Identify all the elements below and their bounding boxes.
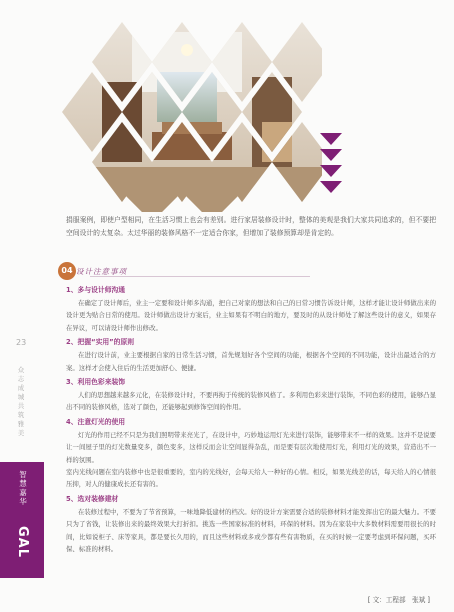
- section-divider: [90, 276, 310, 277]
- article-body: [66, 282, 436, 556]
- section-number-badge: 04: [58, 262, 76, 280]
- item-body: 在进行设计前，业主要根据自家的日常生活习惯，首先规划好各个空间的功能，根据各个空间的不同功能，设计出最适合的方案。这样才会使入住后的生活更加舒心、便捷。: [66, 351, 436, 372]
- item-heading: 4、注意灯光的使用: [66, 417, 126, 426]
- author-credit: [ 文：工程部 张斌 ]: [367, 596, 430, 604]
- item-heading: 5、选对装修建材: [66, 494, 119, 503]
- item-heading: 3、利用色彩来装饰: [66, 378, 126, 387]
- triangle-icon: [320, 178, 342, 190]
- item-heading: 2、把握“实用”的原则: [66, 338, 135, 347]
- item-body: 灯光的作用已经不只是为我们照明带来亮光了，在设计中，巧妙地运用灯光来进行装饰，能够带来不一样的效果。这并不是说要让一间屋子里的灯光数量变多，颜色变多，这样反而会让空间显得杂乱，而是要有层次地使用灯光，利用灯光的效果，营造出不一样的氛围。: [66, 430, 436, 464]
- intro-paragraph: 捐服案例，即使户型相同，在生活习惯上也会有差别。进行家居装修设计时，整体的美观是我们大家共同追求的，但不要把空间设计的太复杂。太过华丽的装修风格不一定适合你家，但增加了装修预算却是肯定的。: [66, 216, 436, 237]
- item-body: 在装修过程中，不要为了节省预算，一味地降低建材的档次。好的设计方案需要合适的装修材料才能发挥出它的最大魅力。不要只为了省钱，让装修出来的最终效果大打折扣。挑选一些国家标准的材料，环保的材料。因为在家装中大多数材料需要用很长的时间，比如说柜子、床等家具，都是要长久用的，而且这些材料或多或少都有些有害物质，在买的时候一定要考虑到环保问题，买环保、标准的材料。: [66, 507, 436, 554]
- item-heading: 1、多与设计师沟通: [66, 286, 126, 294]
- item-body: 在确定了设计师后，业主一定要和设计师多沟通，把自己对家的想法和自己的日常习惯告诉设计师，这样才能让设计师做出来的设计更为贴合日常的使用。设计师做出设计方案后，业主如果有不明白的地方，要及时的从设计师处了解这些设计的意义，如果存在异议，可以请设计师作出修改。: [66, 299, 436, 332]
- item-body: 人们的思想越来越多元化，在装修设计时，不要再拘于传统的装修风格了。多利用色彩来进行装饰，不同色彩的使用，能够凸显出不同的装修风格，选对了颜色，还能够起到修饰空间的作用。: [66, 391, 436, 412]
- side-slogan: 众 志 成 城 共 筑 雅 美: [17, 366, 25, 437]
- triangle-icon: [320, 162, 342, 174]
- brand-bar: [0, 462, 44, 578]
- page-number: 23: [16, 338, 27, 347]
- brand-name-cn: 智 慧 嘉 华: [19, 470, 27, 506]
- brand-name-en: GAL: [15, 526, 30, 559]
- item-body-extra: 室内光线问题在室内装修中也是很重要的，室内的光线好，会每天给人一种好的心情。相反，如果光线差的话，每天给人的心情很压抑，对人的健康成长还有害的。: [66, 468, 436, 489]
- triangle-icon: [320, 130, 342, 142]
- diamond-photo-collage: [62, 22, 322, 212]
- section-title: 设计注意事项: [76, 267, 127, 276]
- triangle-icon: [320, 146, 342, 158]
